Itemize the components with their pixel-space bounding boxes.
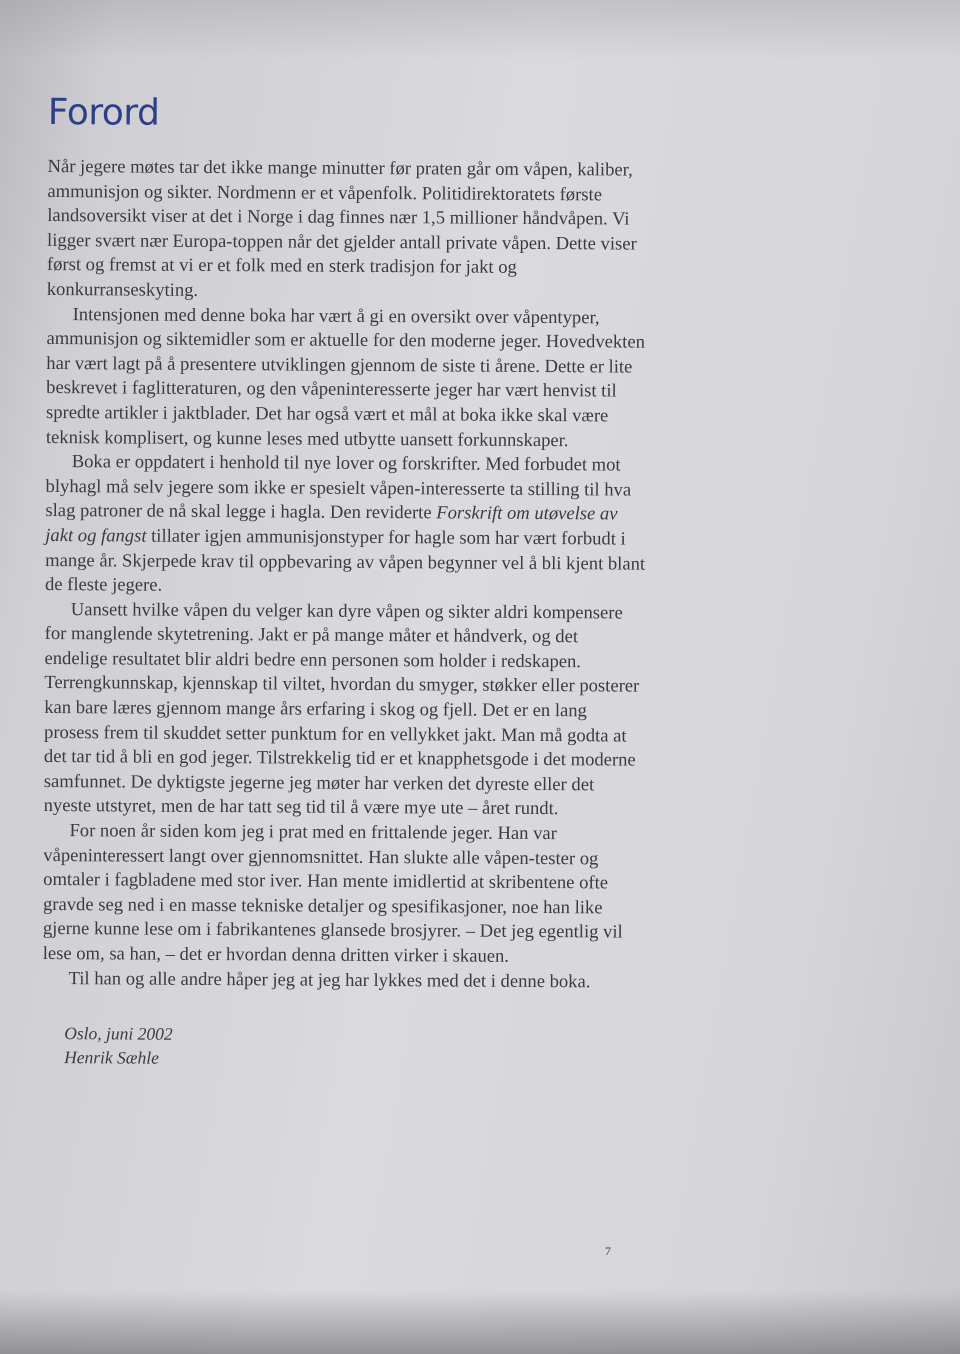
- paragraph-4: Uansett hvilke våpen du velger kan dyre våpen og sikter aldri kompensere for manglende skytetrening. Jakt er på mange måter et håndverk, og det endelige resultatet blir aldri bedre enn personen som holder i redskapen. Terrengkunnskap, kjennskap til viltet, hvordan du smyger, støkker eller posterer kan bare læres gjennom mange års erfaring i skog og fjell. Det er en lang prosess frem til skuddet setter punktum for en vellykket jakt. Man må godta at det tar tid å bli en god jeger. Tilstrekkelig tid er et knapphetsgode i det moderne samfunnet. De dyktigste jegerne jeg møter har verken det dyreste eller det nyeste utstyret, men de har tatt seg tid til å være mye ute – året rundt.: [43, 598, 640, 820]
- paragraph-3: [45, 450, 646, 601]
- signature-place-date: Oslo, juni 2002: [64, 1023, 173, 1044]
- page-title: Forord: [47, 92, 160, 134]
- paragraph-3-text-start: Boka er oppdatert i henhold til nye lover og forskrifter. Med forbudet mot blyhagl må selv jegere som ikke er spesielt våpen-interesserte ta stilling til hva slag patroner de nå skal legge i hagla. Den reviderte: [45, 451, 632, 524]
- regulation-title: Forskrift om utøvelse av jakt og fangst: [45, 502, 618, 547]
- page-number: 7: [605, 1244, 611, 1258]
- paragraph-3-text-end: tillater igjen ammunisjonstyper for hagle som har vært forbudt i mange år. Skjerpede krav til oppbevaring av våpen begynner vel å bli kjent blant de fleste jegere.: [44, 525, 646, 596]
- paragraph-5: For noen år siden kom jeg i prat med en frittalende jeger. Han var våpeninteressert langt over gjennomsnittet. Han slukte alle våpen-tester og omtaler i fagbladene med stor iver. Han mente imidlertid at skribentene ofte gravde seg ned i en masse tekniske detaljer og spesifikasjoner, noe han like gjerne kunne lese om i fabrikantenes glansede brosjyrer. – Det jeg egentlig vil lese om, sa han, – det er hvordan denna dritten virker i skauen.: [42, 820, 623, 967]
- paragraph-2: Intensjonen med denne boka har vært å gi en oversikt over våpentyper, ammunisjon og siktemidler som er aktuelle for den moderne jeger. Hovedvekten har vært lagt på å presentere utviklingen gjennom de siste ti årene. Dette er lite beskrevet i faglitteraturen, og den våpeninteresserte jeger har vært henvist til spredte artikler i jaktblader. Det har også vært et mål at boka ikke skal være teknisk komplisert, og kunne leses med utbytte uansett forkunnskaper.: [45, 303, 645, 451]
- signature-block: [64, 1021, 642, 1073]
- page-content: [42, 92, 648, 1073]
- page-shadow-top: [0, 0, 960, 60]
- page-shadow-bottom: [0, 1290, 960, 1354]
- paragraph-1: Når jegere møtes tar det ikke mange minutter før praten går om våpen, kaliber, ammunisjon og sikter. Nordmenn er et våpenfolk. Politidirektoratets første landsoversikt viser at det i Norge i dag finnes nær 1,5 millioner håndvåpen. Vi ligger svært nær Europa-toppen når det gjelder antall private våpen. Dette viser først og fremst at vi er et folk med en sterk tradisjon for jakt og konkurranseskyting.: [46, 155, 637, 301]
- paragraph-6: Til han og alle andre håper jeg at jeg har lykkes med det i denne boka.: [68, 967, 591, 992]
- signature-name: Henrik Sæhle: [64, 1047, 159, 1068]
